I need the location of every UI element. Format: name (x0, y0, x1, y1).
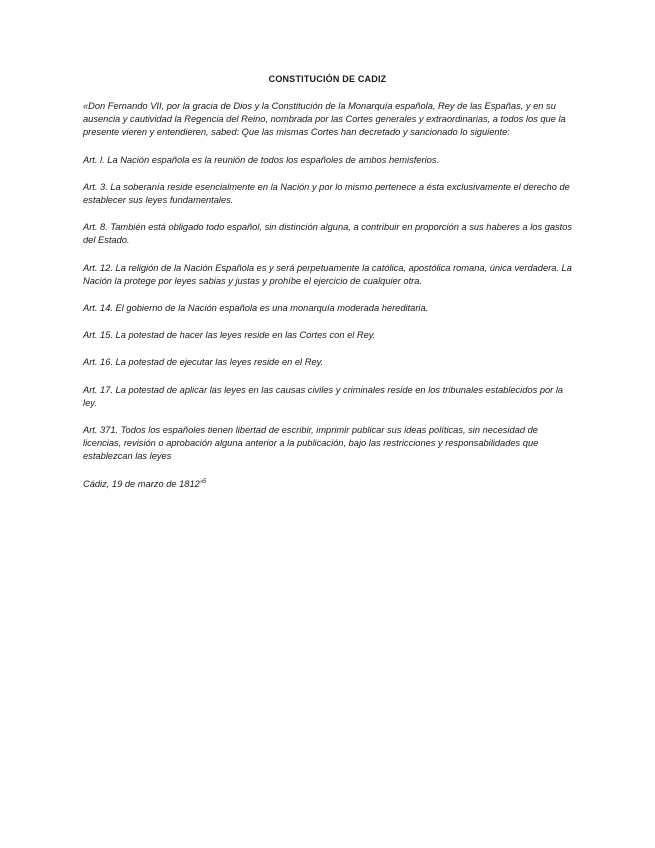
closing-text: Cádiz, 19 de marzo de 1812” (83, 478, 203, 489)
article-8: Art. 8. También está obligado todo español, sin distinción alguna, a contribuir en proporción a sus haberes a los gastos del Estado. (83, 222, 573, 246)
article-3: Art. 3. La soberanía reside esencialmente en la Nación y por lo mismo pertenece a ésta exclusivamente el derecho de establecer sus leyes fundamentales. (83, 181, 570, 206)
footnote-marker: 5 (202, 478, 207, 485)
article-14: Art. 14. El gobierno de la Nación española es una monarquía moderada hereditaria. (83, 303, 429, 314)
closing-line (83, 478, 573, 491)
article-371: Art. 371. Todos los españoles tienen libertad de escribir, imprimir publicar sus ideas políticas, sin necesidad de licencias, revisión o aprobación alguna anterior a la publicación, bajo las restricciones y responsabilidades que establezcan las leyes (83, 425, 539, 462)
preamble-paragraph: «Don Fernando VII, por la gracia de Dios y la Constitución de la Monarquía española, Rey de las Españas, y en su ausencia y cautividad la Regencia del Reino, nombrada por las Cortes generales y extraordinarias, a todos los que la presente vieren y entendieren, sabed: Que las mismas Cortes han decretado y sancionado lo siguiente: (83, 101, 566, 138)
article-17: Art. 17. La potestad de aplicar las leyes en las causas civiles y criminales reside en los tribunales establecidos por la ley. (83, 384, 564, 408)
document-title: CONSTITUCIÓN DE CADIZ (268, 74, 387, 84)
article-15: Art. 15. La potestad de hacer las leyes reside en las Cortes con el Rey. (83, 330, 376, 341)
article-1: Art. l. La Nación española es la reunión de todos los españoles de ambos hemisferios. (83, 154, 440, 165)
article-16: Art. 16. La potestad de ejecutar las leyes reside en el Rey. (83, 357, 324, 368)
article-12: Art. 12. La religión de la Nación Española es y será perpetuamente la católica, apostólica romana, única verdadera. La Nación la protege por leyes sabias y justas y prohíbe el ejercicio de cualquier otra. (83, 262, 572, 286)
document-body (83, 100, 573, 505)
